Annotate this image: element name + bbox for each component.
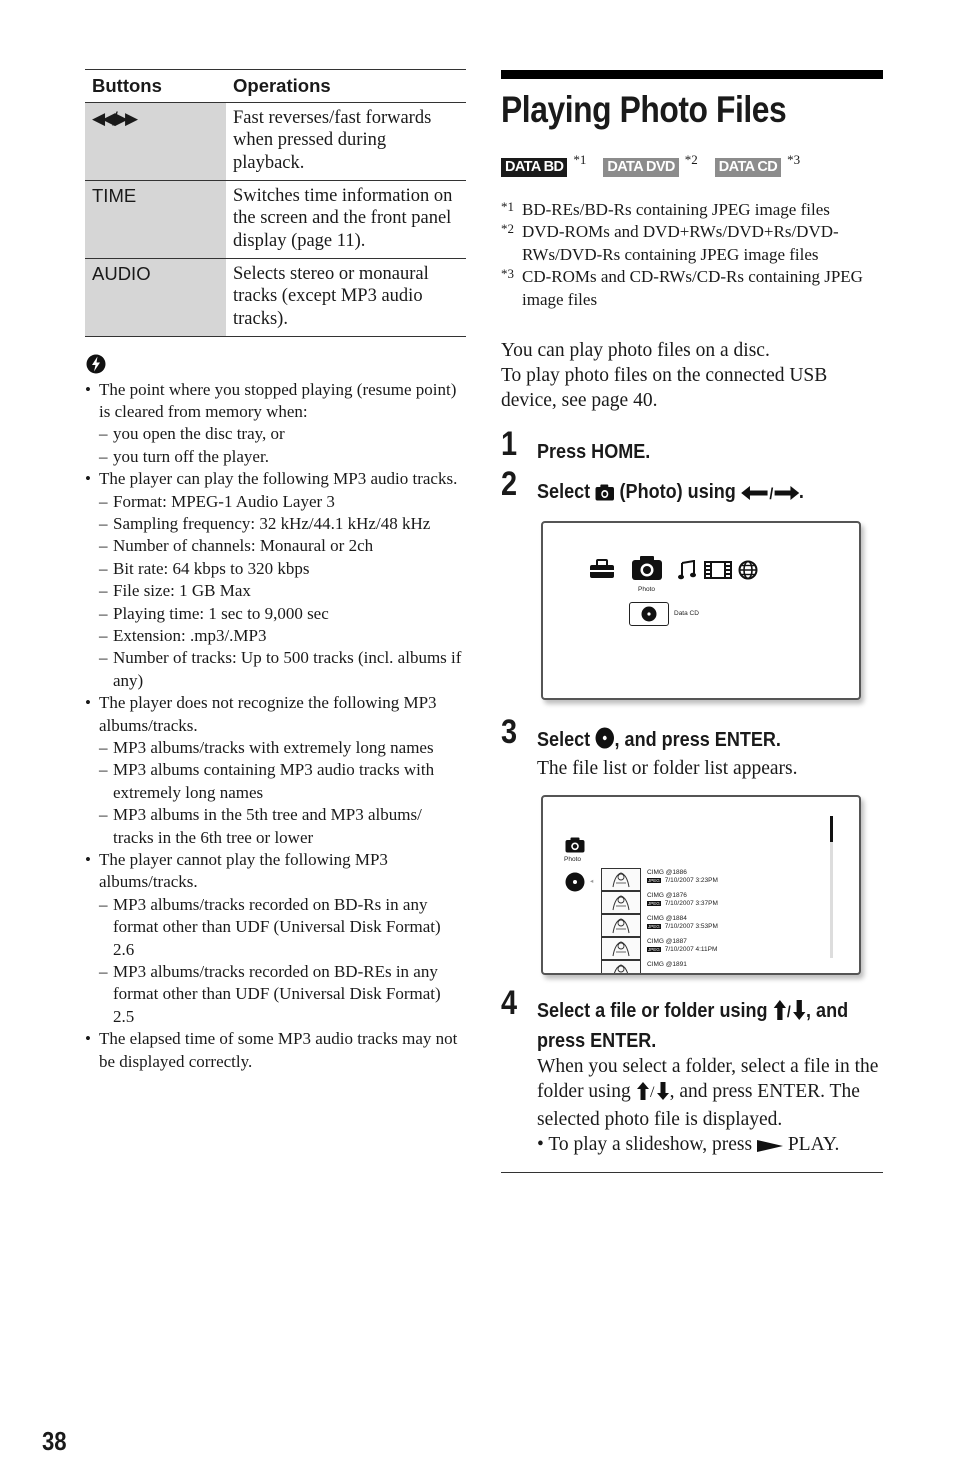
step-heading: Select (Photo) using / . (537, 478, 841, 508)
photo-thumbnail (601, 960, 641, 975)
fast-reverse-forward-icon: ◀◀/▶▶ (92, 108, 136, 129)
step-2 (501, 464, 883, 508)
step-4 (501, 983, 883, 1161)
table-row (85, 258, 466, 336)
note-item: • The player cannot play the following MP3 albums/tracks. – MP3 albums/tracks recorded on BD-Rs in any format other than UDF (Universal Disk Format) 2.6 – MP3 albums/tracks recorded on BD-REs in any format other than UDF (Universal Disk Format) 2.5 (85, 849, 466, 1028)
note-subitem: – MP3 albums/tracks recorded on BD-Rs in any format other than UDF (Universal Disk Format) 2.6 (99, 894, 466, 961)
network-globe-icon (738, 560, 758, 585)
note-item: • The player does not recognize the following MP3 albums/tracks. – MP3 albums/tracks with extremely long names – MP3 albums containing MP3 audio tracks with extremely long names – MP3 albums in the 5th tree and MP3 albums/ tracks in the 6th tree or lower (85, 692, 466, 849)
photo-label: Photo (564, 855, 581, 863)
file-name: CIMG (647, 868, 664, 876)
scrollbar-thumb[interactable] (830, 816, 833, 842)
table-header-row (85, 70, 466, 103)
operation-cell: Fast reverses/fast forwards when pressed during playback. (226, 102, 466, 180)
photo-thumbnail (601, 868, 641, 891)
operation-cell: Selects stereo or monaural tracks (except MP3 audio tracks). (226, 258, 466, 336)
page-number: 38 (42, 1426, 67, 1456)
file-list-item[interactable] (601, 914, 821, 936)
step-body: When you select a folder, select a file in the folder using / , and press ENTER. The selected photo file is displayed. (537, 1055, 879, 1131)
button-cell: AUDIO (85, 258, 226, 336)
note-icon (85, 353, 107, 375)
step-number: 3 (501, 712, 518, 751)
step-number: 2 (501, 464, 518, 503)
file-number: @1886 (663, 868, 687, 876)
up-down-arrow-icon (773, 1000, 806, 1027)
intro-text: You can play photo files on a disc. To play photo files on the connected USB device, see page 40. (501, 340, 828, 412)
step-heading: Select a file or folder using / , and press ENTER. (537, 998, 849, 1052)
step-body: The file list or folder list appears. (537, 757, 798, 779)
jpeg-badge: JPEG (648, 923, 660, 929)
step-number: 4 (501, 983, 518, 1022)
step-heading: Press HOME. (537, 439, 651, 463)
badge-note: *1 (573, 152, 587, 167)
footnote: *3 CD-ROMs and CD-RWs/CD-Rs containing JPEG image files (501, 266, 863, 309)
table-row (85, 180, 466, 258)
slideshow-bullet: • To play a slideshow, press PLAY. (537, 1132, 883, 1160)
note-subitem: – Bit rate: 64 kbps to 320 kbps (99, 558, 466, 580)
note-item: • The point where you stopped playing (resume point) is cleared from memory when: – you open the disc tray, or – you turn off the player. (85, 379, 466, 469)
disc-label: Data CD (674, 609, 699, 617)
note-subitem: – MP3 albums containing MP3 audio tracks with extremely long names (99, 759, 466, 804)
file-datetime: 7/10/2007 4:11PM (664, 945, 718, 953)
photo-camera-icon[interactable] (631, 555, 663, 586)
left-column (85, 69, 466, 1073)
up-down-arrow-icon (636, 1082, 670, 1107)
pointer-arrow-icon: ◂ (590, 877, 594, 885)
note-subitem: – Extension: .mp3/.MP3 (99, 625, 466, 647)
file-number: @1884 (663, 914, 687, 922)
badge-data-bd: DATA BD (501, 158, 567, 177)
disc-icon (595, 727, 614, 756)
file-name: CIMG (647, 937, 664, 945)
file-name: CIMG (647, 914, 664, 922)
disc-badges (501, 152, 883, 180)
jpeg-badge: JPEG (648, 900, 660, 906)
step-number: 1 (501, 424, 518, 463)
page-title: Playing Photo Files (501, 89, 787, 130)
data-cd-item[interactable] (629, 602, 669, 626)
table-row (85, 102, 466, 180)
home-menu-screen (541, 521, 861, 700)
badge-note: *2 (684, 152, 698, 167)
footnotes (501, 199, 883, 311)
note-subitem: – Number of channels: Monaural or 2ch (99, 535, 466, 557)
step-heading: Select , and press ENTER. (537, 726, 841, 756)
step-1 (501, 424, 883, 465)
file-name: CIMG (647, 891, 664, 899)
photo-thumbnail (601, 891, 641, 914)
disc-icon[interactable] (565, 872, 585, 897)
music-icon (678, 560, 696, 585)
note-item: • The elapsed time of some MP3 audio tracks may not be displayed correctly. (85, 1028, 466, 1073)
video-film-icon (704, 561, 732, 584)
button-cell: TIME (85, 180, 226, 258)
svg-text:/: / (649, 1084, 655, 1101)
file-datetime: 7/10/2007 3:53PM (664, 922, 718, 930)
section-end-rule (501, 1172, 883, 1173)
button-cell (85, 102, 226, 180)
note-subitem: – Format: MPEG-1 Audio Layer 3 (99, 491, 466, 513)
right-column (501, 70, 883, 1161)
note-subitem: – MP3 albums in the 5th tree and MP3 albums/ tracks in the 6th tree or lower (99, 804, 466, 849)
file-datetime: 7/10/2007 3:37PM (664, 899, 718, 907)
file-list-item[interactable] (601, 868, 821, 890)
badge-data-cd: DATA CD (715, 158, 781, 177)
left-right-arrow-icon (741, 481, 799, 508)
photo-camera-icon (565, 837, 585, 858)
note-subitem: – Number of tracks: Up to 500 tracks (incl. albums if any) (99, 647, 466, 692)
svg-text:/: / (786, 1003, 791, 1020)
file-datetime: 7/10/2007 3:23PM (664, 876, 718, 884)
photo-thumbnail (601, 914, 641, 937)
camera-icon (595, 481, 614, 508)
jpeg-badge: JPEG (648, 946, 660, 952)
buttons-operations-table (85, 69, 466, 337)
svg-text:/: / (768, 484, 773, 501)
jpeg-badge: JPEG (648, 877, 660, 883)
file-number: @1891 (663, 960, 687, 968)
note-subitem: – you open the disc tray, or (99, 423, 466, 445)
note-subitem: – File size: 1 GB Max (99, 580, 466, 602)
footnote: *1 BD-REs/BD-Rs containing JPEG image files (501, 199, 830, 219)
toolbox-icon (589, 559, 615, 584)
footnote: *2 DVD-ROMs and DVD+RWs/DVD+Rs/DVD-RWs/DVD-Rs containing JPEG image files (501, 221, 839, 264)
photo-label: Photo (638, 585, 655, 593)
badge-note: *3 (787, 152, 801, 167)
photo-thumbnail (601, 937, 641, 960)
file-list-item[interactable] (601, 960, 821, 975)
note-item: • The player can play the following MP3 audio tracks. – Format: MPEG-1 Audio Layer 3 – Sampling frequency: 32 kHz/44.1 kHz/48 kHz – Number of channels: Monaural or 2ch – Bit rate: 64 kbps to 320 kbps – File size: 1 GB Max – Playing time: 1 sec to 9,000 sec – Extension: .mp3/.MP3 – Number of tracks: Up to 500 tracks (incl. albums if any) (85, 468, 466, 692)
note-subitem: – MP3 albums/tracks with extremely long names (99, 737, 466, 759)
file-list-item[interactable] (601, 891, 821, 913)
column-header-operations: Operations (226, 70, 466, 103)
file-number: @1887 (663, 937, 687, 945)
file-list-item[interactable] (601, 937, 821, 959)
title-rule (501, 70, 883, 79)
operation-cell: Switches time information on the screen and the front panel display (page 11). (226, 180, 466, 258)
step-3 (501, 712, 883, 781)
disc-icon (641, 606, 657, 622)
note-subitem: – you turn off the player. (99, 446, 466, 468)
note-subitem: – Playing time: 1 sec to 9,000 sec (99, 603, 466, 625)
file-name: CIMG (647, 960, 664, 968)
play-icon (757, 1135, 783, 1160)
note-subitem: – Sampling frequency: 32 kHz/44.1 kHz/48 kHz (99, 513, 466, 535)
file-number: @1876 (663, 891, 687, 899)
notes-list (85, 379, 466, 1074)
note-subitem: – MP3 albums/tracks recorded on BD-REs in any format other than UDF (Universal Disk Format) 2.5 (99, 961, 466, 1028)
column-header-buttons: Buttons (85, 70, 226, 103)
badge-data-dvd: DATA DVD (603, 158, 678, 177)
file-list-screen (541, 795, 861, 975)
